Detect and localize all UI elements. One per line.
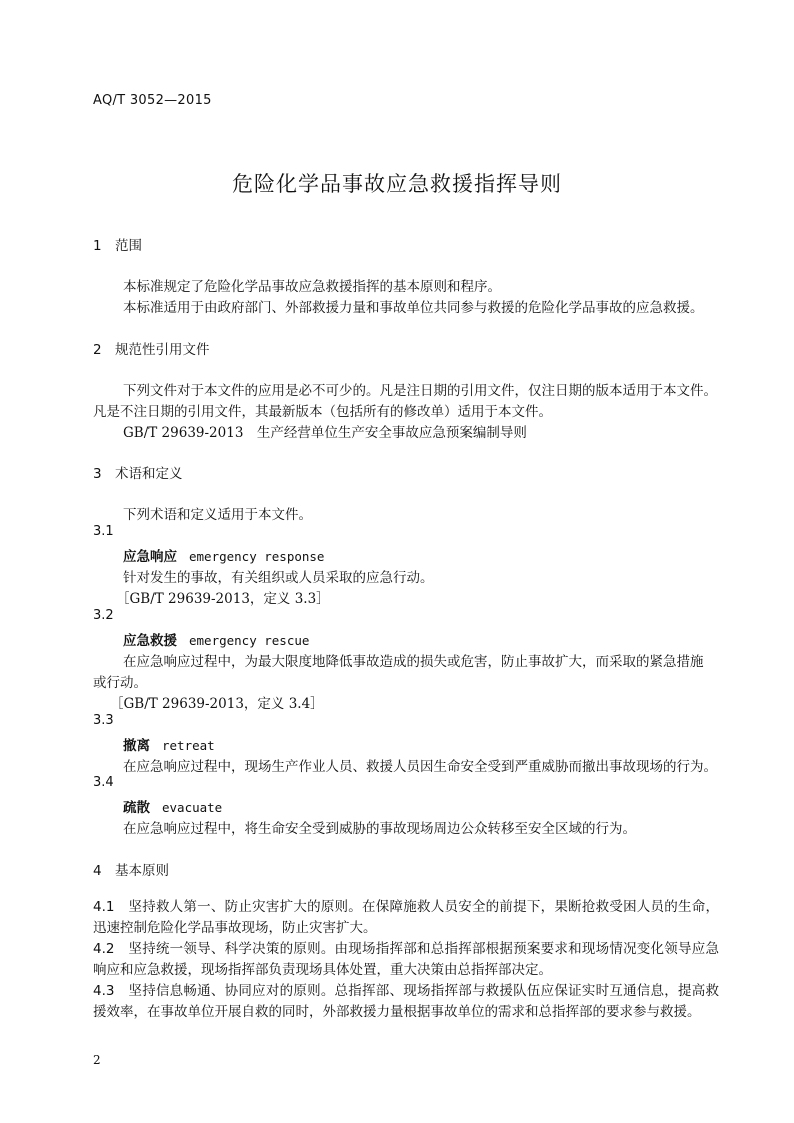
section-number: 1 — [93, 238, 102, 254]
section-title: 术语和定义 — [115, 466, 183, 482]
section-title: 范围 — [115, 238, 142, 254]
term-number: 3.2 — [93, 608, 114, 623]
section-1-heading — [93, 234, 142, 254]
paragraph: 本标准规定了危险化学品事故应急救援指挥的基本原则和程序。 — [123, 279, 501, 295]
section-4-heading — [93, 859, 169, 879]
term-english: emergency response — [189, 549, 325, 564]
clause-text: 坚持统一领导、科学决策的原则。由现场指挥部和总指挥部根据预案要求和现场情况变化领导应急响应和应急救援，现场指挥部负责现场具体处置，重大决策由总指挥部决定。 — [93, 941, 720, 978]
section-number: 4 — [93, 863, 102, 879]
term-definition: 在应急响应过程中，将生命安全受到威胁的事故现场周边公众转移至安全区域的行为。 — [123, 821, 636, 837]
term-source: ［GB/T 29639-2013，定义 3.4］ — [110, 696, 324, 712]
clause-number: 4.1 — [93, 899, 115, 915]
term-number: 3.1 — [93, 524, 114, 539]
term-english: retreat — [162, 738, 215, 753]
clause-number: 4.3 — [93, 983, 115, 999]
term-definition: 在应急响应过程中，现场生产作业人员、救援人员因生命安全受到严重威胁而撤出事故现场的行为。 — [123, 759, 717, 775]
term-chinese: 撤离 — [123, 738, 150, 754]
section-number: 3 — [93, 466, 102, 482]
section-3-heading — [93, 462, 183, 482]
section-title: 基本原则 — [115, 863, 169, 879]
paragraph: 凡是不注日期的引用文件，其最新版本（包括所有的修改单）适用于本文件。 — [93, 404, 552, 420]
term-definition-cont: 或行动。 — [93, 675, 147, 691]
paragraph: 下列文件对于本文件的应用是必不可少的。凡是注日期的引用文件，仅注日期的版本适用于本文件。 — [123, 383, 717, 399]
term-source: ［GB/T 29639-2013，定义 3.3］ — [116, 591, 330, 607]
paragraph: 本标准适用于由政府部门、外部救援力量和事故单位共同参与救援的危险化学品事故的应急救援。 — [123, 300, 704, 316]
term-chinese: 应急响应 — [123, 549, 177, 565]
principle-4-1 — [93, 897, 719, 939]
term-english: evacuate — [162, 800, 223, 815]
clause-number: 4.2 — [93, 941, 115, 957]
term-chinese: 应急救援 — [123, 633, 177, 649]
term-entry — [123, 796, 222, 816]
clause-text: 坚持救人第一、防止灾害扩大的原则。在保障施救人员安全的前提下，果断抢救受困人员的生命，迅速控制危险化学品事故现场，防止灾害扩大。 — [93, 899, 720, 936]
normative-reference: GB/T 29639-2013 生产经营单位生产安全事故应急预案编制导则 — [123, 425, 527, 441]
section-title: 规范性引用文件 — [115, 342, 210, 358]
term-english: emergency rescue — [189, 633, 310, 648]
term-definition: 在应急响应过程中，为最大限度地降低事故造成的损失或危害，防止事故扩大，而采取的紧急措施 — [123, 654, 704, 670]
term-entry — [123, 734, 215, 754]
paragraph: 下列术语和定义适用于本文件。 — [123, 507, 312, 523]
term-definition: 针对发生的事故，有关组织或人员采取的应急行动。 — [123, 570, 434, 586]
page-number: 2 — [93, 1053, 101, 1067]
term-number: 3.3 — [93, 713, 114, 728]
section-number: 2 — [93, 342, 102, 358]
section-2-heading — [93, 338, 210, 358]
standard-code: AQ/T 3052—2015 — [93, 93, 212, 108]
term-entry — [123, 629, 309, 649]
term-number: 3.4 — [93, 775, 114, 790]
principle-4-2 — [93, 939, 719, 981]
principle-4-3 — [93, 981, 719, 1023]
term-chinese: 疏散 — [123, 800, 150, 816]
clause-text: 坚持信息畅通、协同应对的原则。总指挥部、现场指挥部与救援队伍应保证实时互通信息，提高救援效率，在事故单位开展自救的同时，外部救援力量根据事故单位的需求和总指挥部的要求参与救援。 — [93, 983, 720, 1020]
page-title: 危险化学品事故应急救援指挥导则 — [232, 172, 562, 196]
term-entry — [123, 545, 324, 565]
